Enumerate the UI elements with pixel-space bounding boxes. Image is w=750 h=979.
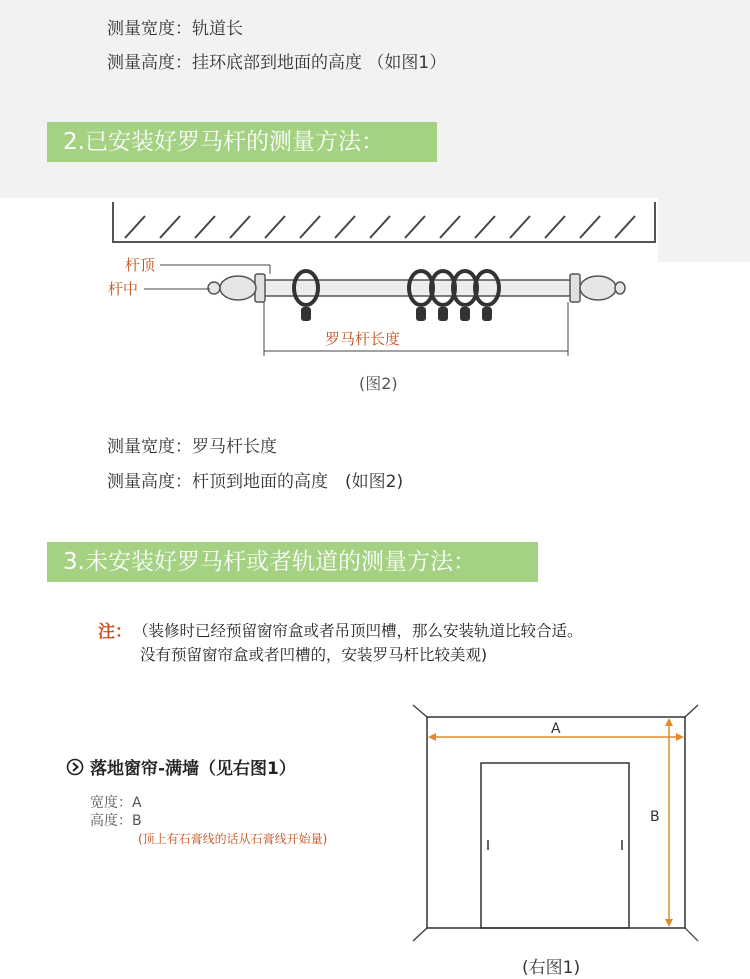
label-rod-length: 罗马杆长度	[325, 330, 401, 348]
floor-curtain-title	[66, 754, 296, 779]
dimension-b	[665, 718, 673, 927]
note-line-1: （装修时已经预留窗帘盒或者吊顶凹槽，那么安装轨道比较合适。	[133, 622, 583, 640]
diagram-label-b: B	[650, 809, 660, 825]
right-figure1-caption: (右图1)	[522, 958, 581, 978]
note-line-2: 没有预留窗帘盒或者凹槽的，安装罗马杆比较美观)	[140, 646, 488, 664]
section2-height-line: 测量高度：杆顶到地面的高度 (如图2)	[107, 472, 404, 492]
section2-width-line: 测量宽度：罗马杆长度	[107, 437, 277, 457]
section3-banner: 3.未安装好罗马杆或者轨道的测量方法：	[47, 542, 538, 582]
height-b-label: 高度：B	[90, 813, 142, 829]
roman-rod	[208, 274, 625, 302]
roman-rod-diagram	[0, 190, 750, 370]
note-label: 注：	[98, 622, 132, 642]
ring-clips	[301, 307, 492, 321]
top-height-line: 测量高度：挂环底部到地面的高度 （如图1）	[107, 53, 447, 73]
label-rod-middle: 杆中	[108, 280, 139, 298]
section2-banner: 2.已安装好罗马杆的测量方法：	[47, 122, 437, 162]
circle-arrow-right-icon	[66, 758, 84, 776]
label-rod-top: 杆顶	[125, 256, 156, 274]
plaster-line-remark: (顶上有石膏线的话从石膏线开始量)	[138, 832, 328, 846]
diagram-label-a: A	[551, 721, 561, 737]
figure2-caption: (图2)	[359, 374, 398, 393]
wall-measure-diagram	[400, 695, 710, 950]
top-width-line: 测量宽度：轨道长	[107, 19, 243, 39]
floor-curtain-title-text: 落地窗帘-满墙（见右图1）	[90, 759, 296, 779]
width-a-label: 宽度：A	[90, 795, 142, 811]
